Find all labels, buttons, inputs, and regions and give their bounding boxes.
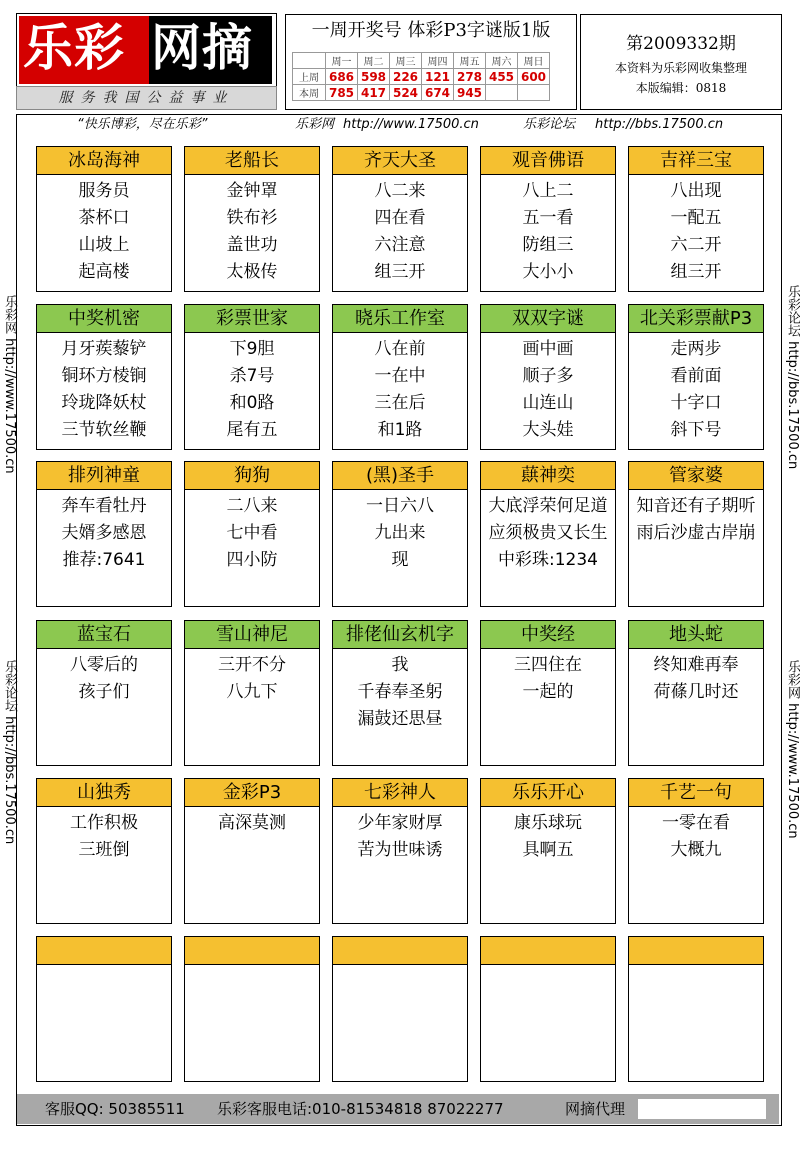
card-line: 三四住在 [514, 655, 582, 675]
card-body [481, 810, 615, 864]
card-title [629, 937, 763, 965]
card-line: 少年家财厚 [357, 813, 443, 833]
card-line: 大概九 [670, 840, 722, 860]
card-line: 山坡上 [78, 235, 130, 255]
card-line: 四小防 [226, 550, 278, 570]
footer-agent: 网摘代理 [565, 1100, 626, 1118]
card-title: 排列神童 [37, 462, 171, 490]
card-line: 太极传 [226, 262, 278, 282]
card-line: 七中看 [226, 523, 278, 543]
source-note: 本资料为乐彩网收集整理 [614, 61, 747, 75]
card-line: 八二来 [374, 181, 426, 201]
card-body [481, 652, 615, 706]
riddle-card [36, 146, 172, 292]
draw-number: 945 [454, 85, 486, 101]
logo-text-wangzhai: 网摘 [151, 19, 253, 77]
card-line: 五一看 [522, 208, 574, 228]
card-line: 组三开 [374, 262, 426, 282]
url-bar [17, 115, 779, 135]
card-title: 排佬仙玄机字 [333, 621, 467, 649]
riddle-card [628, 936, 764, 1082]
riddle-card [332, 936, 468, 1082]
riddle-card [480, 620, 616, 766]
card-line: 茶杯口 [78, 208, 130, 228]
card-body [185, 652, 319, 706]
card-line: 苦为世味诱 [357, 840, 443, 860]
card-line: 十字口 [670, 393, 722, 413]
card-line: 三在后 [374, 393, 426, 413]
forum-name: 乐彩论坛 [523, 117, 576, 132]
card-line: 知音还有子期听 [636, 496, 756, 516]
riddle-card [628, 461, 764, 607]
draw-results-table [292, 52, 550, 101]
card-line: 四在看 [374, 208, 426, 228]
side-forum-url: 乐彩论坛 http://bbs.17500.cn [2, 660, 17, 845]
card-title: 乐乐开心 [481, 779, 615, 807]
card-title [481, 937, 615, 965]
side-forum-url: 乐彩论坛 http://bbs.17500.cn [785, 285, 800, 470]
day-header: 周一 [326, 53, 358, 69]
issue-info-panel [580, 14, 782, 110]
card-title [333, 937, 467, 965]
card-body [37, 178, 171, 286]
card-line: 一配五 [670, 208, 722, 228]
card-line: 二八来 [226, 496, 278, 516]
card-body [185, 810, 319, 837]
card-line: 八上二 [522, 181, 574, 201]
card-line: 一起的 [522, 682, 574, 702]
card-line: 月牙蒺藜铲 [61, 339, 147, 359]
card-line: 我 [391, 655, 409, 675]
card-body [481, 336, 615, 444]
card-body [333, 652, 467, 733]
draw-number: 121 [422, 69, 454, 85]
card-line: 八出现 [670, 181, 722, 201]
card-line: 漏鼓还思昼 [357, 709, 443, 729]
card-body [333, 810, 467, 864]
card-title: 齐天大圣 [333, 147, 467, 175]
card-line: 走两步 [670, 339, 722, 359]
logo [16, 13, 277, 87]
draw-number: 598 [358, 69, 390, 85]
card-title: 地头蛇 [629, 621, 763, 649]
card-line: 八在前 [374, 339, 426, 359]
card-title: 吉祥三宝 [629, 147, 763, 175]
card-title: 管家婆 [629, 462, 763, 490]
riddle-card [332, 146, 468, 292]
card-body [185, 178, 319, 286]
draw-number: 600 [518, 69, 550, 85]
card-title: 老船长 [185, 147, 319, 175]
card-line: 高深莫测 [218, 813, 286, 833]
draw-number: 417 [358, 85, 390, 101]
card-line: 九出来 [374, 523, 426, 543]
card-line: 杀7号 [229, 366, 275, 386]
riddle-card [184, 304, 320, 450]
card-body [629, 336, 763, 444]
riddle-card [628, 304, 764, 450]
card-line: 组三开 [670, 262, 722, 282]
day-header: 周二 [358, 53, 390, 69]
card-line: 大小小 [522, 262, 574, 282]
side-site-url: 乐彩网 http://www.17500.cn [785, 660, 800, 839]
card-title [37, 937, 171, 965]
draw-number [486, 85, 518, 101]
card-line: 铁布衫 [226, 208, 278, 228]
card-line: 千春奉圣躬 [357, 682, 443, 702]
card-body [629, 493, 763, 547]
card-body [333, 336, 467, 444]
day-header: 周五 [454, 53, 486, 69]
last-week-label: 上周 [293, 69, 326, 85]
card-body [481, 178, 615, 286]
card-line: 应须极贵又长生 [488, 523, 608, 543]
card-body [37, 810, 171, 864]
card-line: 现 [391, 550, 409, 570]
card-title: (黑)圣手 [333, 462, 467, 490]
card-line: 荷蓧几时还 [653, 682, 739, 702]
draw-number [518, 85, 550, 101]
riddle-card [184, 620, 320, 766]
riddle-card [480, 936, 616, 1082]
draw-number: 278 [454, 69, 486, 85]
card-line: 大头娃 [522, 420, 574, 440]
riddle-card [184, 461, 320, 607]
riddle-card [332, 461, 468, 607]
card-line: 金钟罩 [226, 181, 278, 201]
card-body [333, 178, 467, 286]
card-title: 蓝宝石 [37, 621, 171, 649]
riddle-card [480, 778, 616, 924]
card-title: 北关彩票献P3 [629, 305, 763, 333]
card-body [37, 652, 171, 706]
card-title: 冰岛海神 [37, 147, 171, 175]
forum-url-link[interactable]: http://bbs.17500.cn [595, 117, 724, 132]
card-line: 下9胆 [229, 339, 275, 359]
card-title: 彩票世家 [185, 305, 319, 333]
site-url-link[interactable]: http://www.17500.cn [343, 117, 479, 132]
riddle-card [184, 146, 320, 292]
card-line: 一在中 [374, 366, 426, 386]
riddle-card [628, 620, 764, 766]
card-line: 八零后的 [70, 655, 138, 675]
riddle-card [184, 778, 320, 924]
card-line: 三开不分 [218, 655, 286, 675]
day-header: 周四 [422, 53, 454, 69]
riddle-card [36, 461, 172, 607]
card-line: 终知难再奉 [653, 655, 739, 675]
card-line: 一日六八 [366, 496, 434, 516]
slogan: 服务我国公益事业 [16, 86, 277, 110]
card-line: 推荐:7641 [62, 550, 146, 570]
card-line: 尾有五 [226, 420, 278, 440]
card-line: 奔车看牡丹 [61, 496, 147, 516]
card-title: 狗狗 [185, 462, 319, 490]
card-body [37, 336, 171, 444]
card-line: 夫婿多感恩 [61, 523, 147, 543]
draw-number: 686 [326, 69, 358, 85]
card-body [185, 493, 319, 574]
card-body [481, 493, 615, 574]
riddle-card [480, 304, 616, 450]
riddle-card [36, 778, 172, 924]
card-title: 山独秀 [37, 779, 171, 807]
card-line: 山连山 [522, 393, 574, 413]
riddle-card [184, 936, 320, 1082]
card-body [629, 810, 763, 864]
card-body [629, 178, 763, 286]
draw-number: 455 [486, 69, 518, 85]
riddle-card [480, 461, 616, 607]
card-body [629, 652, 763, 706]
issue-number: 第2009332期 [626, 34, 736, 54]
riddle-card [36, 304, 172, 450]
card-body [37, 493, 171, 574]
card-line: 孩子们 [78, 682, 130, 702]
footer-phone: 乐彩客服电话:010-81534818 87022277 [217, 1100, 504, 1118]
footer-qq: 客服QQ: 50385511 [45, 1100, 185, 1118]
card-line: 雨后沙虚古岸崩 [636, 523, 756, 543]
card-title: 中奖机密 [37, 305, 171, 333]
card-line: 和0路 [229, 393, 275, 413]
card-title: 金彩P3 [185, 779, 319, 807]
card-line: 起高楼 [78, 262, 130, 282]
riddle-card [332, 778, 468, 924]
riddle-card [36, 620, 172, 766]
day-header: 周六 [486, 53, 518, 69]
draw-number: 524 [390, 85, 422, 101]
card-line: 大底浮荣何足道 [488, 496, 608, 516]
card-line: 中彩珠:1234 [498, 550, 598, 570]
draw-results-panel [285, 14, 577, 110]
card-line: 一零在看 [662, 813, 730, 833]
card-title: 千艺一句 [629, 779, 763, 807]
card-body [185, 336, 319, 444]
card-line: 六注意 [374, 235, 426, 255]
card-title [185, 937, 319, 965]
card-line: 看前面 [670, 366, 722, 386]
riddle-card [628, 778, 764, 924]
riddle-card [36, 936, 172, 1082]
card-line: 三节软丝鞭 [61, 420, 147, 440]
card-line: 斜下号 [670, 420, 722, 440]
card-title: 七彩神人 [333, 779, 467, 807]
riddle-card [332, 304, 468, 450]
card-line: 服务员 [78, 181, 130, 201]
card-body [333, 493, 467, 574]
card-line: 三班倒 [78, 840, 130, 860]
riddle-card [332, 620, 468, 766]
card-line: 玲珑降妖杖 [61, 393, 147, 413]
draw-number: 674 [422, 85, 454, 101]
card-title: 中奖经 [481, 621, 615, 649]
draw-number: 226 [390, 69, 422, 85]
day-header: 周三 [390, 53, 422, 69]
card-title: 观音佛语 [481, 147, 615, 175]
site-name: 乐彩网 [295, 117, 335, 132]
card-title: 蕻神奕 [481, 462, 615, 490]
card-line: 盖世功 [226, 235, 278, 255]
card-line: 工作积极 [70, 813, 138, 833]
card-line: 铜环方棱锏 [61, 366, 147, 386]
card-title: 双双字谜 [481, 305, 615, 333]
riddle-card [480, 146, 616, 292]
card-line: 康乐球玩 [514, 813, 582, 833]
card-line: 和1路 [377, 420, 423, 440]
card-line: 顺子多 [522, 366, 574, 386]
agent-blank-field [638, 1099, 766, 1119]
edition-title: 一周开奖号 体彩P3字谜版1版 [311, 20, 551, 41]
card-line: 具啊五 [522, 840, 574, 860]
card-line: 画中画 [522, 339, 574, 359]
side-site-url: 乐彩网 http://www.17500.cn [2, 295, 17, 474]
card-line: 六二开 [670, 235, 722, 255]
day-header: 周日 [518, 53, 550, 69]
card-line: 八九下 [226, 682, 278, 702]
riddle-card [628, 146, 764, 292]
this-week-label: 本周 [293, 85, 326, 101]
editor-note: 本版编辑：0818 [635, 81, 727, 95]
card-title: 雪山神尼 [185, 621, 319, 649]
draw-number: 785 [326, 85, 358, 101]
card-line: 防组三 [522, 235, 574, 255]
logo-text-lecai: 乐彩 [23, 19, 125, 77]
card-title: 晓乐工作室 [333, 305, 467, 333]
motto: “快乐博彩，尽在乐彩” [77, 117, 208, 132]
